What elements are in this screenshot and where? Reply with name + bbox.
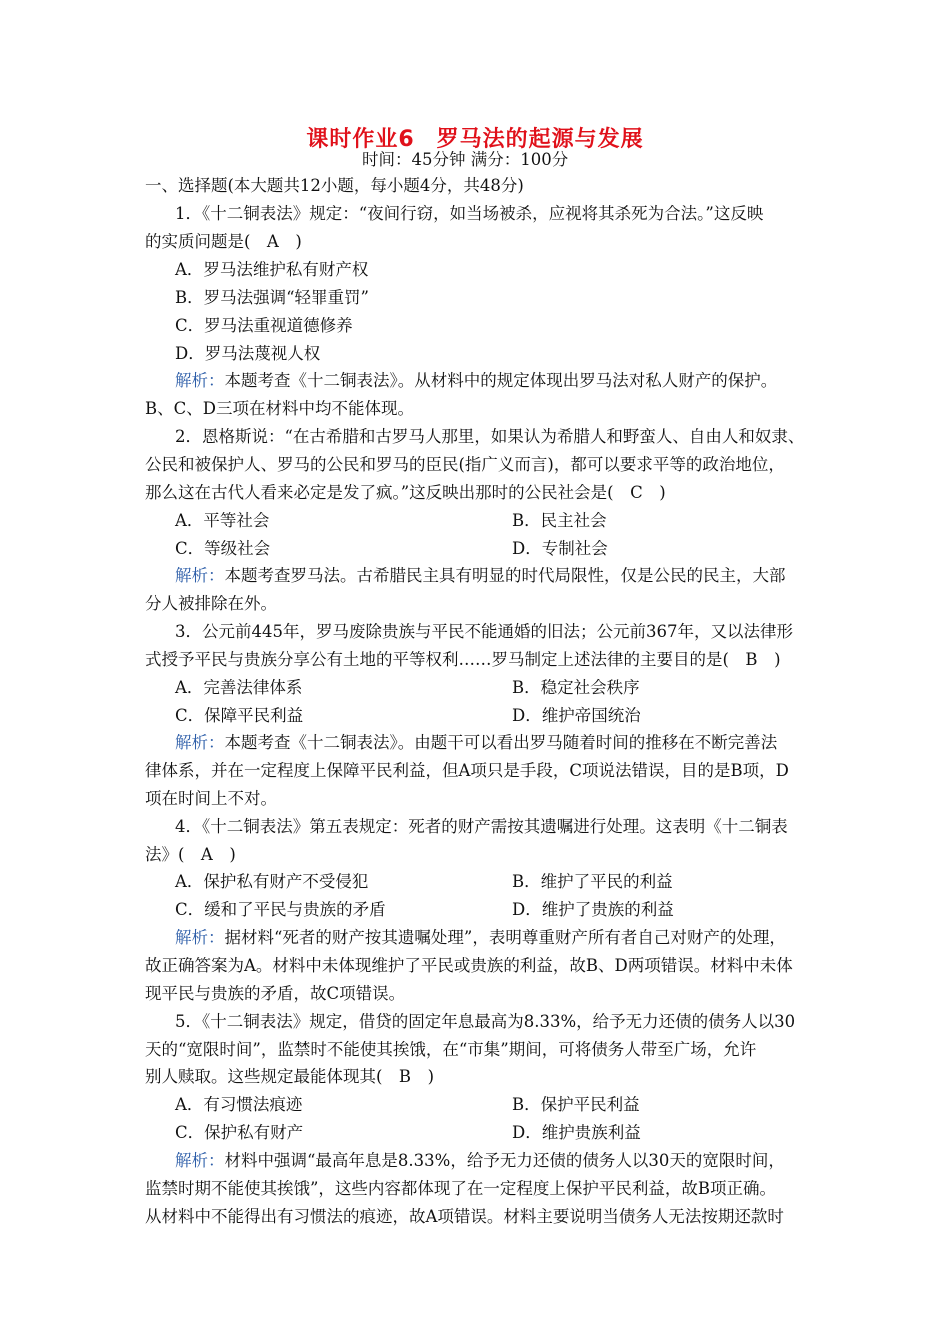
question-stem-line: 1．《十二铜表法》规定：“夜间行窃，如当场被杀，应视将其杀死为合法。”这反映	[175, 204, 764, 223]
explanation-text: 材料中强调“最高年息是8.33%，给予无力还债的债务人以30天的宽限时间，	[224, 1151, 785, 1170]
question-stem-line: 4．《十二铜表法》第五表规定：死者的财产需按其遗嘱进行处理。这表明《十二铜表	[175, 817, 788, 836]
question-stem-line: 法》( A )	[145, 845, 236, 864]
explanation-line	[175, 371, 777, 391]
explanation-line: 现平民与贵族的矛盾，故C项错误。	[145, 984, 406, 1003]
answer-option: C．缓和了平民与贵族的矛盾	[175, 900, 386, 919]
answer-option: A．完善法律体系	[175, 678, 303, 697]
explanation-label: 解析：	[175, 1151, 225, 1170]
explanation-line: B、C、D三项在材料中均不能体现。	[145, 399, 414, 418]
explanation-label: 解析：	[175, 371, 225, 390]
explanation-line	[175, 1151, 785, 1171]
question-stem-line: 式授予平民与贵族分享公有土地的平等权利……罗马制定上述法律的主要目的是( B )	[145, 650, 781, 669]
explanation-text: 本题考查《十二铜表法》。从材料中的规定体现出罗马法对私人财产的保护。	[224, 371, 778, 390]
answer-option: D．维护帝国统治	[512, 706, 641, 725]
explanation-line: 律体系，并在一定程度上保障平民利益，但A项只是手段，C项说法错误，目的是B项，D	[145, 761, 789, 780]
question-stem-line: 3．公元前445年，罗马废除贵族与平民不能通婚的旧法；公元前367年，又以法律形	[175, 622, 793, 641]
answer-option: B．罗马法强调“轻罪重罚”	[175, 288, 369, 307]
title-number: 课时作业6	[306, 127, 415, 152]
answer-option: B．民主社会	[512, 511, 607, 530]
answer-option: B．维护了平民的利益	[512, 872, 673, 891]
explanation-line: 项在时间上不对。	[145, 789, 277, 808]
explanation-line	[175, 928, 786, 948]
answer-option: A．保护私有财产不受侵犯	[175, 872, 369, 891]
explanation-line: 从材料中不能得出有习惯法的痕迹，故A项错误。材料主要说明当债务人无法按期还款时	[145, 1207, 784, 1226]
explanation-line	[175, 733, 777, 753]
explanation-line	[175, 566, 786, 586]
time-score-line: 时间：45分钟 满分：100分	[362, 150, 569, 169]
answer-option: D．维护了贵族的利益	[512, 900, 674, 919]
answer-option: B．保护平民利益	[512, 1095, 640, 1114]
answer-option: A．有习惯法痕迹	[175, 1095, 303, 1114]
explanation-text: 本题考查《十二铜表法》。由题干可以看出罗马随着时间的推移在不断完善法	[224, 733, 778, 752]
explanation-line: 监禁时期不能使其挨饿”，这些内容都体现了在一定程度上保护平民利益，故B项正确。	[145, 1179, 777, 1198]
explanation-line: 分人被排除在外。	[145, 594, 277, 613]
answer-option: D．罗马法蔑视人权	[175, 344, 321, 363]
explanation-label: 解析：	[175, 733, 225, 752]
answer-option: D．维护贵族利益	[512, 1123, 641, 1142]
explanation-text: 本题考查罗马法。古希腊民主具有明显的时代局限性，仅是公民的民主，大部	[224, 566, 786, 585]
question-stem-line: 那么这在古代人看来必定是发了疯。”这反映出那时的公民社会是( C )	[145, 483, 666, 502]
answer-option: A．平等社会	[175, 511, 270, 530]
page-title	[0, 122, 950, 153]
answer-option: C．罗马法重视道德修养	[175, 316, 353, 335]
question-stem-line: 别人赎取。这些规定最能体现其( B )	[145, 1067, 434, 1086]
title-topic: 罗马法的起源与发展	[436, 127, 644, 152]
question-stem-line: 天的“宽限时间”，监禁时不能使其挨饿，在“市集”期间，可将债务人带至广场，允许	[145, 1040, 757, 1059]
question-stem-line: 公民和被保护人、罗马的公民和罗马的臣民(指广义而言)，都可以要求平等的政治地位，	[145, 455, 785, 474]
answer-option: B．稳定社会秩序	[512, 678, 640, 697]
explanation-label: 解析：	[175, 928, 225, 947]
answer-option: D．专制社会	[512, 539, 608, 558]
question-stem-line: 的实质问题是( A )	[145, 232, 302, 251]
answer-option: C．等级社会	[175, 539, 271, 558]
question-stem-line: 5．《十二铜表法》规定，借贷的固定年息最高为8.33%，给予无力还债的债务人以30	[175, 1012, 796, 1031]
answer-option: C．保障平民利益	[175, 706, 304, 725]
explanation-text: 据材料“死者的财产按其遗嘱处理”，表明尊重财产所有者自己对财产的处理，	[224, 928, 786, 947]
explanation-line: 故正确答案为A。材料中未体现维护了平民或贵族的利益，故B、D两项错误。材料中未体	[145, 956, 793, 975]
answer-option: C．保护私有财产	[175, 1123, 304, 1142]
section-heading: 一、选择题(本大题共12小题，每小题4分，共48分)	[145, 176, 524, 195]
question-stem-line: 2．恩格斯说：“在古希腊和古罗马人那里，如果认为希腊人和野蛮人、自由人和奴隶、	[175, 427, 805, 446]
explanation-label: 解析：	[175, 566, 225, 585]
answer-option: A．罗马法维护私有财产权	[175, 260, 369, 279]
